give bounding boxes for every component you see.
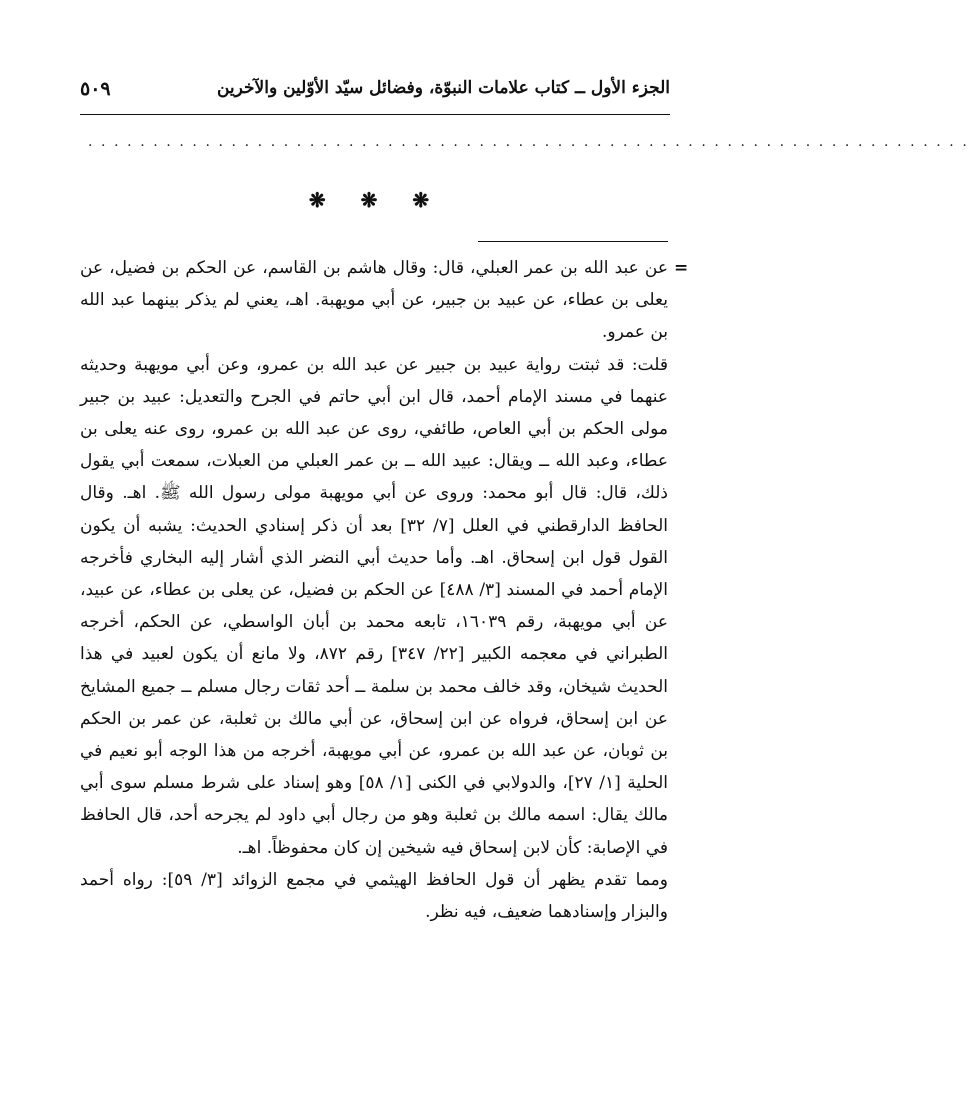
page-number: ٥٠٩ [80,78,111,100]
continuation-mark: = [674,258,689,278]
footnote-paragraph: عن عبد الله بن عمر العبلي، قال: وقال هاشم بن القاسم، عن الحكم بن فضيل، عن يعلى بن عطاء، عن عبيد بن جبير، عن أبي مويهبة. اهـ، يعني لم يذكر بينهما عبد الله بن عمرو. [80,258,668,343]
footnote-paragraph: ومما تقدم يظهر أن قول الحافظ الهيثمي في مجمع الزوائد [٣/ ٥٩]: رواه أحمد والبزار وإسنادهما ضعيف، فيه نظر. [80,869,668,923]
dotted-separator: .................................................................... [88,134,975,150]
footnote-body [80,252,668,928]
running-header [80,78,670,110]
section-separator-asterisks: ❋ ❋ ❋ [308,188,444,212]
footnote-paragraph: قلت: قد ثبتت رواية عبيد بن جبير عن عبد الله بن عمرو، وعن أبي مويهبة وحديثه عنهما في مسند الإمام أحمد، قال ابن أبي حاتم في الجرح والتعديل: عبيد بن جبير مولى الحكم بن أبي العاص، طائفي، روى عن عبد الله بن عمرو، روى عنه يعلى بن عطاء، وعبد الله ــ ويقال: عبيد الله ــ بن عمر العبلي من العبلات، سمعت أبي يقول ذلك، قال: قال أبو محمد: وروى عن أبي مويهبة مولى رسول الله ﷺ. اهـ. وقال الحافظ الدارقطني في العلل [٧/ ٣٢] بعد أن ذكر إسنادي الحديث: يشبه أن يكون القول قول ابن إسحاق. اهـ. وأما حديث أبي النضر الذي أشار إليه البخاري فأخرجه الإمام أحمد في المسند [٣/ ٤٨٨] عن الحكم بن فضيل، عن يعلى بن عطاء، عن عبيد، عن أبي مويهبة، رقم ١٦٠٣٩، تابعه محمد بن أبان الواسطي، عن الحكم، أخرجه الطبراني في معجمه الكبير [٢٢/ ٣٤٧] رقم ٨٧٢، ولا مانع أن يكون لعبيد في هذا الحديث شيخان، وقد خالف محمد بن سلمة ــ أحد ثقات رجال مسلم ــ جميع المشايخ عن ابن إسحاق، فرواه عن ابن إسحاق، عن أبي مالك بن ثعلبة، عن عمر بن الحكم بن ثوبان، عن عبد الله بن عمرو، عن أبي مويهبة، أخرجه من هذا الوجه أبو نعيم في الحلية [١/ ٢٧]، والدولابي في الكنى [١/ ٥٨] وهو إسناد على شرط مسلم سوى أبي مالك يقال: اسمه مالك بن ثعلبة وهو من رجال أبي داود لم يجرحه أحد، قال الحافظ في الإصابة: كأن لابن إسحاق فيه شيخين إن كان محفوظاً. اهـ. [80,354,668,858]
header-rule [80,114,670,115]
header-title: الجزء الأول ــ كتاب علامات النبوّة، وفضائل سيّد الأوّلين والآخرين [216,78,670,98]
footnote-rule [478,241,668,242]
